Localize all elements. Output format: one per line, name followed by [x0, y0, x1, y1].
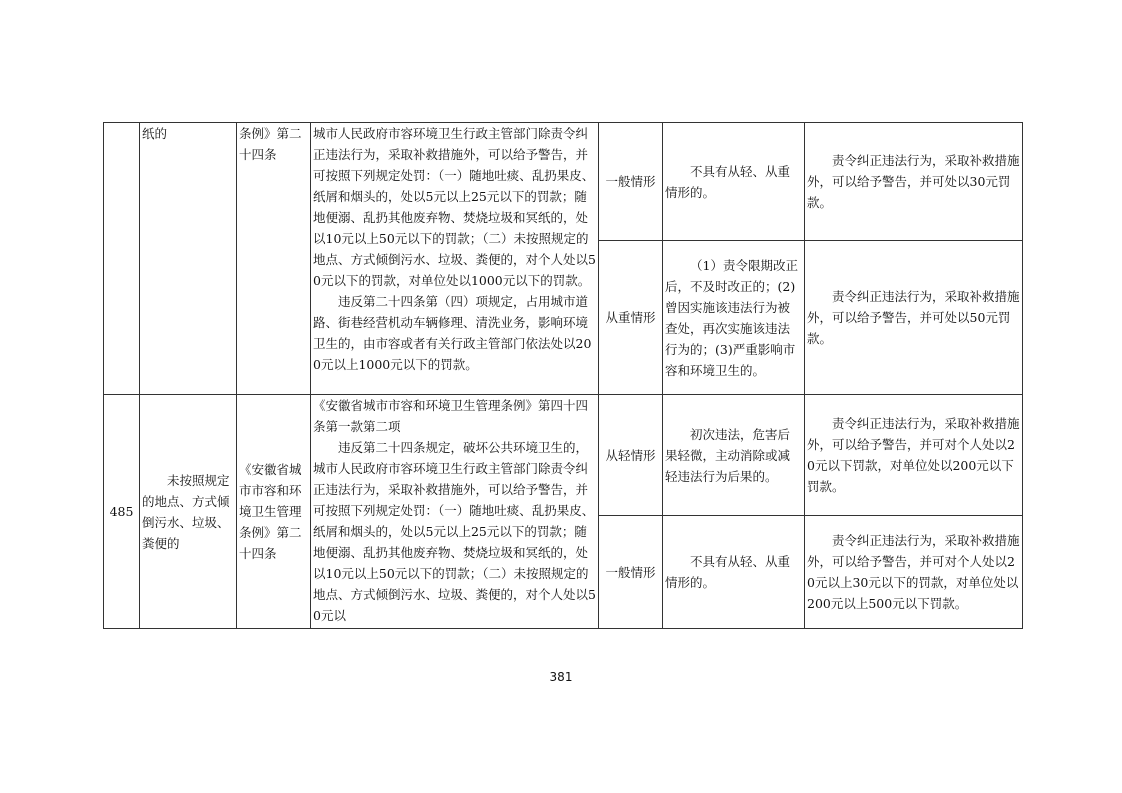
condition-text: 不具有从轻、从重情形的。	[665, 163, 791, 200]
clause-paragraph: 违反第二十四条规定，破坏公共环境卫生的，城市人民政府市容环境卫生行政主管部门除责令纠正违法行为，采取补救措施外，可以给予警告，并可按照下列规定处罚：（一）随地吐痰、乱扔果皮、纸屑和烟头的，处以5元以上25元以下的罚款；随地便溺、乱扔其他废弃物、焚烧垃圾和冥纸的，处以10元以上50元以下的罚款；（二）未按照规定的地点、方式倾倒污水、垃圾、粪便的，对个人处以50元以	[313, 440, 596, 623]
condition-text: （1）责令限期改正后，不及时改正的；(2)曾因实施该违法行为被查处，再次实施该违法行为的；(3)严重影响市容和环境卫生的。	[665, 257, 798, 378]
circumstance-condition-cell	[663, 516, 805, 629]
condition-text: 不具有从轻、从重情形的。	[665, 554, 791, 590]
item-number-cell: 485	[104, 395, 140, 629]
circumstance-condition-cell	[663, 395, 805, 516]
penalty-standards-table	[103, 122, 1023, 629]
condition-text: 初次违法，危害后果轻微，主动消除或减轻违法行为后果的。	[665, 426, 791, 484]
standard-text: 责令纠正违法行为，采取补救措施外，可以给予警告，并可对个人处以20元以上30元以下的罚款，对单位处以200元以上500元以下罚款。	[807, 533, 1020, 611]
clause-paragraph: 城市人民政府市容环境卫生行政主管部门除责令纠正违法行为，采取补救措施外，可以给予警告，并可按照下列规定处罚：（一）随地吐痰、乱扔果皮、纸屑和烟头的，处以5元以上25元以下的罚款；随地便溺、乱扔其他废弃物、焚烧垃圾和冥纸的，处以10元以上50元以下的罚款；（二）未按照规定的地点、方式倾倒污水、垃圾、粪便的，对个人处以50元以下的罚款，对单位处以1000元以下的罚款。	[313, 126, 596, 288]
clause-paragraph: 违反第二十四条第（四）项规定，占用城市道路、街巷经营机动车辆修理、清洗业务，影响环境卫生的，由市容或者有关行政主管部门依法处以200元以上1000元以下的罚款。	[313, 294, 592, 372]
penalty-standard-cell	[805, 395, 1023, 516]
circumstance-condition-cell	[663, 241, 805, 395]
circumstance-type-cell: 从轻情形	[599, 395, 663, 516]
circumstance-type-cell: 从重情形	[599, 241, 663, 395]
clause-paragraph: 《安徽省城市市容和环境卫生管理条例》第四十四条第一款第二项	[313, 398, 589, 434]
violation-item-cell	[140, 395, 237, 629]
standard-text: 责令纠正违法行为，采取补救措施外，可以给予警告，并可对个人处以20元以下罚款，对单位处以200元以下罚款。	[807, 416, 1020, 494]
penalty-standard-cell	[805, 516, 1023, 629]
circumstance-type-cell: 一般情形	[599, 516, 663, 629]
penalty-standard-cell	[805, 123, 1023, 241]
standard-text: 责令纠正违法行为，采取补救措施外，可以给予警告，并可处以50元罚款。	[807, 289, 1020, 346]
circumstance-condition-cell	[663, 123, 805, 241]
circumstance-type-cell: 一般情形	[599, 123, 663, 241]
page-number: 381	[549, 670, 573, 684]
table-row	[104, 395, 1023, 516]
table-row	[104, 123, 1023, 241]
violation-item-cell: 纸的	[140, 123, 237, 395]
item-text: 未按照规定的地点、方式倾倒污水、垃圾、粪便的	[142, 472, 230, 551]
penalty-clause-cell	[311, 123, 599, 395]
legal-basis-cell: 条例》第二十四条	[237, 123, 311, 395]
standard-text: 责令纠正违法行为，采取补救措施外，可以给予警告，并可处以30元罚款。	[807, 153, 1020, 210]
penalty-clause-cell	[311, 395, 599, 629]
penalty-standard-cell	[805, 241, 1023, 395]
legal-basis-cell: 《安徽省城市市容和环境卫生管理条例》第二十四条	[237, 395, 311, 629]
item-number-cell	[104, 123, 140, 395]
